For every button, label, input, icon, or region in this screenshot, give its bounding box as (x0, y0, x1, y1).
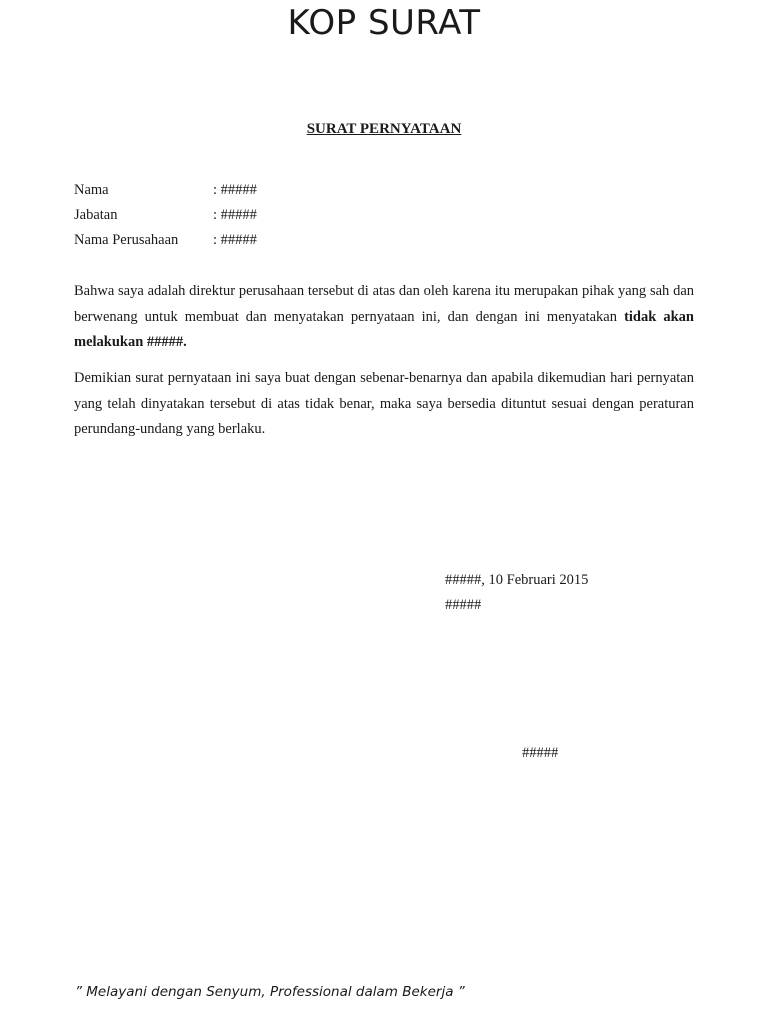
field-label-jabatan: Jabatan (74, 207, 118, 223)
closing-paragraph: Demikian surat pernyataan ini saya buat dengan sebenar-benarnya dan apabila dikemudian hari pernyatan yang telah dinyatakan tersebut di atas tidak benar, maka saya bersedia dituntut sesuai dengan peraturan perundang-undang yang berlaku. (74, 370, 694, 437)
field-label-nama-perusahaan: Nama Perusahaan (74, 232, 179, 248)
field-value-jabatan: : ##### (213, 207, 257, 223)
field-label-nama: Nama (74, 182, 109, 198)
signature-name: ##### (522, 745, 559, 761)
field-value-nama-perusahaan: : ##### (213, 232, 257, 248)
document-title: SURAT PERNYATAAN (306, 121, 462, 137)
letterhead-title: KOP SURAT (287, 3, 481, 43)
field-value-nama: : ##### (213, 182, 257, 198)
footer-motto: ” Melayani dengan Senyum, Professional dalam Bekerja ” (75, 984, 465, 1000)
statement-text: Bahwa saya adalah direktur perusahaan tersebut di atas dan oleh karena itu merupakan pihak yang sah dan berwenang untuk membuat dan menyatakan pernyataan ini, dan dengan ini menyatakan (74, 283, 694, 325)
statement-paragraph (74, 279, 694, 356)
statement-bold-text: tidak akan melakukan #####. (74, 308, 694, 350)
signature-position: ##### (445, 597, 482, 613)
signature-place-date: #####, 10 Februari 2015 (445, 572, 589, 588)
